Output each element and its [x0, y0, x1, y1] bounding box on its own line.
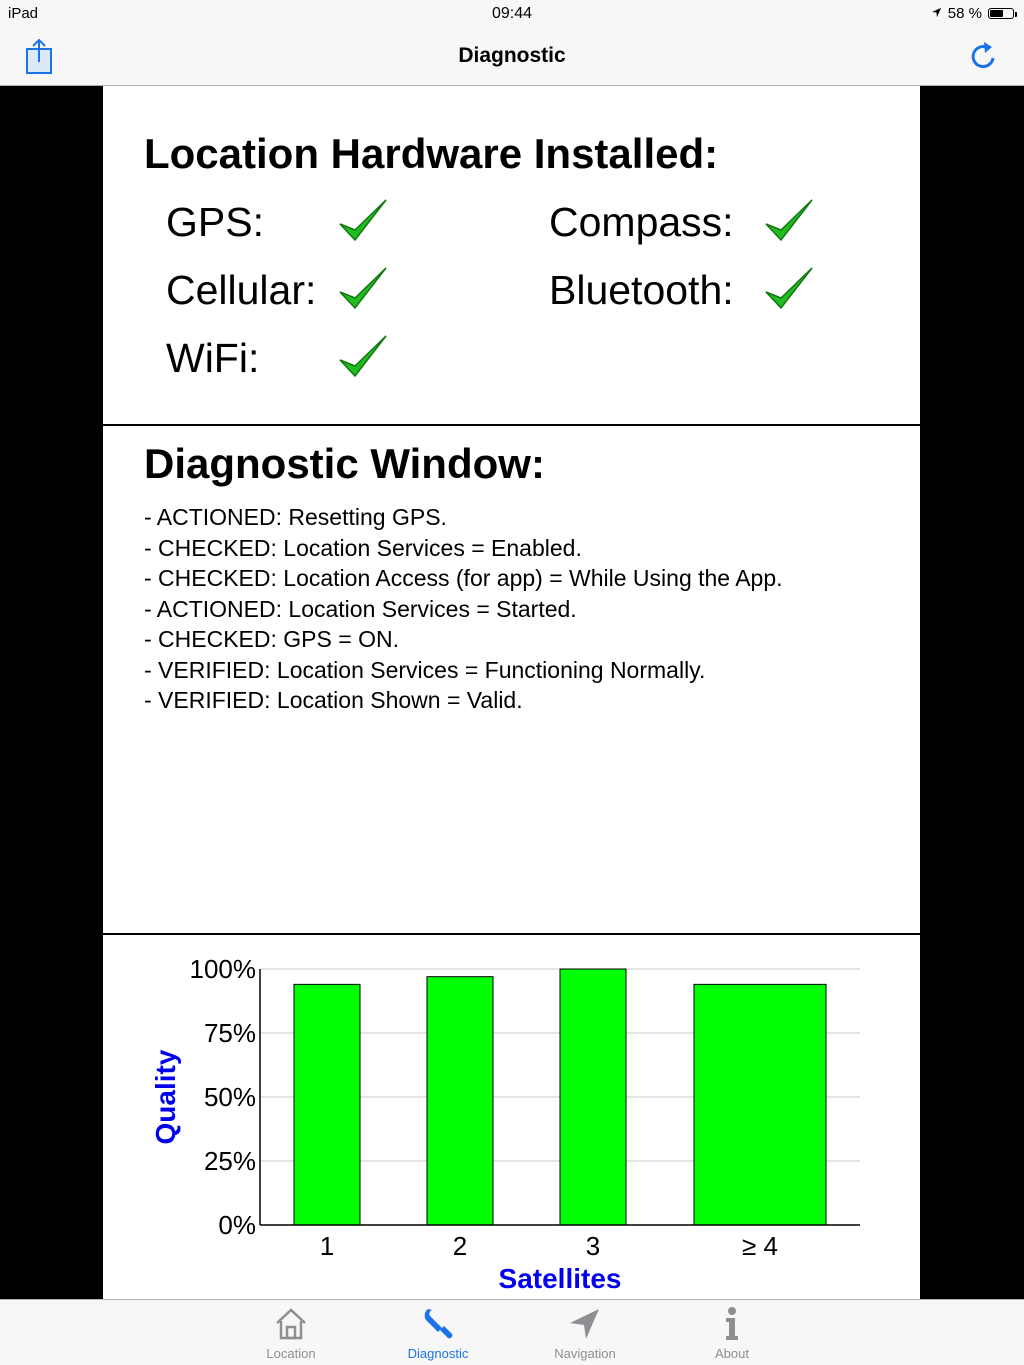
x-tick-label: ≥ 4: [742, 1231, 778, 1261]
cellular-label: Cellular:: [166, 267, 317, 313]
y-tick-label: 100%: [189, 954, 256, 984]
info-icon: [712, 1304, 752, 1344]
tab-diagnostic[interactable]: [388, 1304, 488, 1361]
tab-navigation[interactable]: [535, 1304, 635, 1361]
y-axis-title: Quality: [150, 1049, 181, 1145]
cellular-check-icon: [337, 264, 389, 312]
log-line: - ACTIONED: Resetting GPS.: [144, 504, 447, 530]
x-axis-title: Satellites: [498, 1263, 622, 1294]
tab-about-label: About: [715, 1346, 749, 1361]
y-tick-label: 0%: [218, 1210, 256, 1240]
quality-chart-panel: [103, 935, 920, 1299]
page-title: Diagnostic: [458, 44, 566, 67]
bluetooth-label: Bluetooth:: [549, 267, 734, 313]
compass-check-icon: [763, 196, 815, 244]
gps-check-icon: [337, 196, 389, 244]
hardware-title: Location Hardware Installed:: [144, 130, 719, 177]
home-icon: [271, 1304, 311, 1344]
tab-location-label: Location: [266, 1346, 316, 1361]
tab-diagnostic-label: Diagnostic: [407, 1346, 469, 1361]
log-line: - VERIFIED: Location Services = Functioning Normally.: [144, 656, 706, 683]
log-line: - CHECKED: Location Services = Enabled.: [144, 534, 582, 561]
wifi-label: WiFi:: [166, 335, 260, 381]
quality-chart: [103, 935, 920, 1299]
log-line: - ACTIONED: Location Services = Started.: [144, 595, 577, 622]
x-tick-label: 3: [585, 1231, 601, 1261]
tab-bar: [0, 1299, 1024, 1365]
gps-label: GPS:: [166, 199, 264, 245]
battery-percent: 58 %: [947, 5, 982, 22]
tab-about[interactable]: [682, 1304, 782, 1361]
navigation-bar: [0, 28, 1024, 86]
battery-icon: [988, 8, 1014, 19]
log-line: - VERIFIED: Location Shown = Valid.: [144, 687, 523, 713]
status-right: [931, 5, 1014, 22]
tab-location[interactable]: [241, 1304, 341, 1361]
hardware-panel: [103, 86, 920, 424]
bar: [294, 984, 360, 1225]
compass-label: Compass:: [549, 199, 734, 245]
diagnostic-panel: [103, 426, 920, 933]
status-time: 09:44: [491, 5, 533, 22]
wifi-check-icon: [337, 332, 389, 380]
bluetooth-check-icon: [763, 264, 815, 312]
x-tick-label: 1: [319, 1231, 335, 1261]
diagnostic-log: [144, 502, 783, 716]
navigation-arrow-icon: [565, 1304, 605, 1344]
log-line: - CHECKED: GPS = ON.: [144, 626, 399, 652]
diagnostic-title: Diagnostic Window:: [144, 440, 545, 487]
y-tick-label: 25%: [203, 1146, 256, 1176]
y-tick-label: 50%: [203, 1082, 256, 1112]
tab-navigation-label: Navigation: [554, 1346, 616, 1361]
log-line: - CHECKED: Location Access (for app) = While Using the App.: [144, 565, 783, 591]
x-tick-label: 2: [452, 1231, 468, 1261]
refresh-button[interactable]: [964, 36, 1004, 76]
status-bar: [0, 0, 1024, 28]
refresh-icon: [964, 36, 1004, 76]
bar: [694, 984, 826, 1225]
bar: [427, 977, 493, 1225]
y-tick-label: 75%: [203, 1018, 256, 1048]
bar: [560, 969, 626, 1225]
device-name: iPad: [8, 5, 39, 22]
wrench-icon: [418, 1304, 458, 1344]
location-arrow-icon: [931, 5, 942, 22]
